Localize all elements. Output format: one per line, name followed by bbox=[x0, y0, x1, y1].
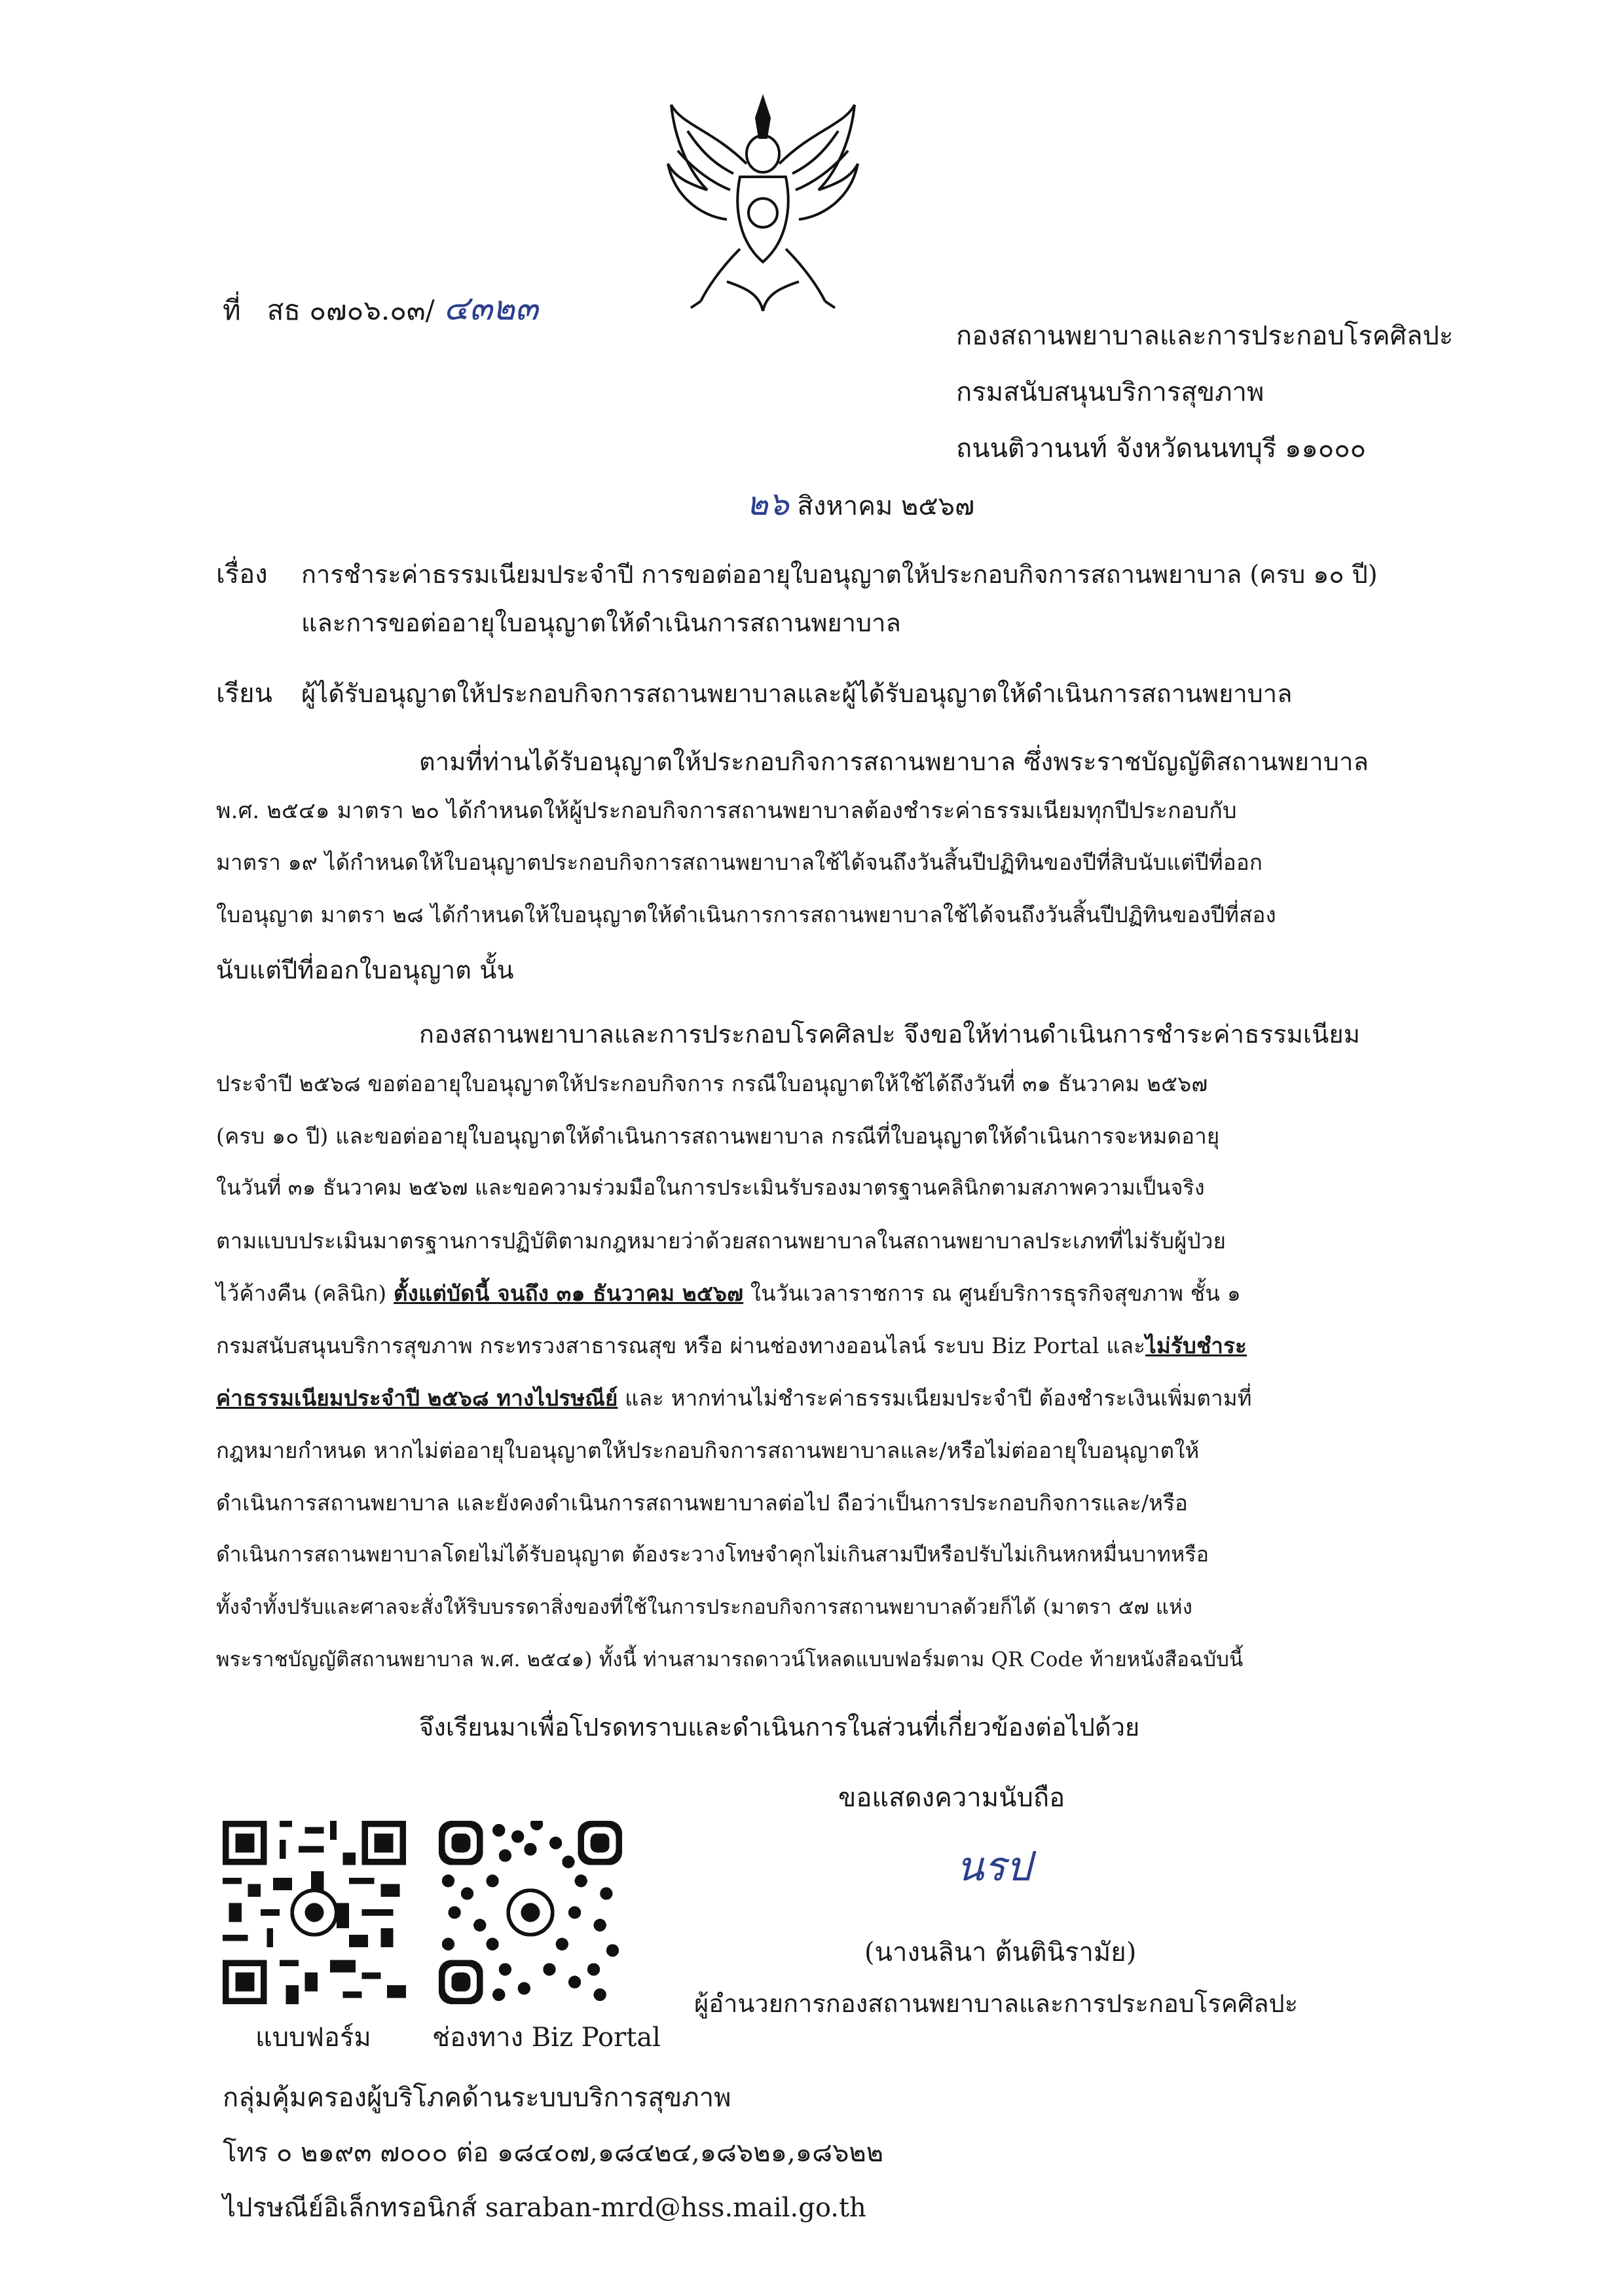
closing-line: จึงเรียนมาเพื่อโปรดทราบและดำเนินการในส่วนที่เกี่ยวข้องต่อไปด้วย bbox=[419, 1713, 1140, 1742]
biz-portal-qr-label: ช่องทาง Biz Portal bbox=[432, 2023, 661, 2053]
paragraph-line: กฎหมายกำหนด หากไม่ต่ออายุใบอนุญาตให้ประกอบกิจการสถานพยาบาลและ/หรือไม่ต่ออายุใบอนุญาตให้ bbox=[216, 1438, 1200, 1463]
form-qr-code[interactable] bbox=[223, 1821, 406, 2004]
org-line: กองสถานพยาบาลและการประกอบโรคศิลปะ bbox=[956, 321, 1454, 351]
signature: นรป bbox=[956, 1842, 1032, 1890]
signer-name: (นางนลินา ต้นตินิรามัย) bbox=[864, 1937, 1137, 1968]
reference-number bbox=[223, 288, 538, 331]
footer-phone: โทร ๐ ๒๑๙๓ ๗๐๐๐ ต่อ ๑๘๔๐๗,๑๘๔๒๔,๑๘๖๒๑,๑๘๖๒๒ bbox=[223, 2138, 884, 2168]
paragraph-line: ประจำปี ๒๕๖๘ ขอต่ออายุใบอนุญาตให้ประกอบกิจการ กรณีใบอนุญาตให้ใช้ได้ถึงวันที่ ๓๑ ธันวาคม ๒๕๖๗ bbox=[216, 1071, 1208, 1096]
org-line: ถนนติวานนท์ จังหวัดนนทบุรี ๑๑๐๐๐ bbox=[956, 434, 1367, 464]
paragraph-line bbox=[216, 1276, 1241, 1311]
paragraph-line: (ครบ ๑๐ ปี) และขอต่ออายุใบอนุญาตให้ดำเนินการสถานพยาบาล กรณีที่ใบอนุญาตให้ดำเนินการจะหมดอายุ bbox=[216, 1123, 1220, 1149]
text-run: ไว้ค้างคืน (คลินิก) bbox=[216, 1280, 394, 1306]
paragraph-line: ดำเนินการสถานพยาบาลโดยไม่ได้รับอนุญาต ต้องระวางโทษจำคุกไม่เกินสามปีหรือปรับไม่เกินหกหมื่นบาทหรือ bbox=[216, 1542, 1209, 1567]
paragraph-line: ตามที่ท่านได้รับอนุญาตให้ประกอบกิจการสถานพยาบาล ซึ่งพระราชบัญญัติสถานพยาบาล bbox=[419, 747, 1369, 776]
text-run: ในวันเวลาราชการ ณ ศูนย์บริการธุรกิจสุขภาพ ชั้น ๑ bbox=[743, 1280, 1242, 1306]
subject-line-1: การชำระค่าธรรมเนียมประจำปี การขอต่ออายุใบอนุญาตให้ประกอบกิจการสถานพยาบาล (ครบ ๑๐ ปี) bbox=[301, 560, 1378, 589]
signer-position: ผู้อำนวยการกองสถานพยาบาลและการประกอบโรคศิลปะ bbox=[694, 1989, 1299, 2018]
paragraph-line: มาตรา ๑๙ ได้กำหนดให้ใบอนุญาตประกอบกิจการสถานพยาบาลใช้ได้จนถึงวันสิ้นปีปฏิทินของปีที่สิบนับแต่ปีที่ออก bbox=[216, 849, 1263, 875]
date-day-handwritten: ๒๖ bbox=[747, 485, 789, 523]
garuda-emblem bbox=[661, 92, 864, 314]
text-run: และ หากท่านไม่ชำระค่าธรรมเนียมประจำปี ต้องชำระเงินเพิ่มตามที่ bbox=[618, 1385, 1252, 1411]
footer-email: ไปรษณีย์อิเล็กทรอนิกส์ saraban-mrd@hss.mail.go.th bbox=[223, 2193, 866, 2223]
no-mail-emphasis: ค่าธรรมเนียมประจำปี ๒๕๖๘ ทางไปรษณีย์ bbox=[216, 1385, 618, 1411]
paragraph-line: ใบอนุญาต มาตรา ๒๘ ได้กำหนดให้ใบอนุญาตให้ดำเนินการการสถานพยาบาลใช้ได้จนถึงวันสิ้นปีปฏิทินของปีที่สอง bbox=[216, 902, 1276, 927]
paragraph-line: ดำเนินการสถานพยาบาล และยังคงดำเนินการสถานพยาบาลต่อไป ถือว่าเป็นการประกอบกิจการและ/หรือ bbox=[216, 1490, 1189, 1516]
ref-label: ที่ bbox=[223, 294, 241, 326]
org-line: กรมสนับสนุนบริการสุขภาพ bbox=[956, 377, 1264, 407]
paragraph-line: กองสถานพยาบาลและการประกอบโรคศิลปะ จึงขอให้ท่านดำเนินการชำระค่าธรรมเนียม bbox=[419, 1020, 1361, 1049]
form-qr-label: แบบฟอร์ม bbox=[255, 2023, 371, 2053]
paragraph-line: ในวันที่ ๓๑ ธันวาคม ๒๕๖๗ และขอความร่วมมือในการประเมินรับรองมาตรฐานคลินิกตามสภาพความเป็นจริง bbox=[216, 1175, 1205, 1200]
paragraph-line: พระราชบัญญัติสถานพยาบาล พ.ศ. ๒๕๔๑) ทั้งนี้ ท่านสามารถดาวน์โหลดแบบฟอร์มตาม QR Code ท้ายหนังสือฉบับนี้ bbox=[216, 1648, 1244, 1671]
ref-number: สธ ๐๗๐๖.๐๓/ bbox=[267, 294, 435, 326]
organization-address bbox=[956, 308, 1453, 477]
letter-date bbox=[747, 483, 974, 527]
subject-label: เรื่อง bbox=[216, 559, 268, 589]
date-month-year: สิงหาคม ๒๕๖๗ bbox=[797, 491, 975, 521]
footer-unit: กลุ่มคุ้มครองผู้บริโภคด้านระบบบริการสุขภาพ bbox=[223, 2083, 731, 2113]
paragraph-line bbox=[216, 1381, 1252, 1415]
text-run: กรมสนับสนุนบริการสุขภาพ กระทรวงสาธารณสุข หรือ ผ่านช่องทางออนไลน์ ระบบ Biz Portal และ bbox=[216, 1333, 1146, 1358]
paragraph-line: ตามแบบประเมินมาตรฐานการปฏิบัติตามกฎหมายว่าด้วยสถานพยาบาลในสถานพยาบาลประเภทที่ไม่รับผู้ป่วย bbox=[216, 1228, 1227, 1254]
to-text: ผู้ได้รับอนุญาตให้ประกอบกิจการสถานพยาบาลและผู้ได้รับอนุญาตให้ดำเนินการสถานพยาบาล bbox=[301, 679, 1293, 708]
no-mail-emphasis: ไม่รับชำระ bbox=[1145, 1333, 1247, 1358]
subject-line-2: และการขอต่ออายุใบอนุญาตให้ดำเนินการสถานพยาบาล bbox=[301, 608, 901, 637]
paragraph-line: นับแต่ปีที่ออกใบอนุญาต นั้น bbox=[216, 956, 514, 984]
to-label: เรียน bbox=[216, 679, 272, 709]
ref-handwritten: ๔๓๒๓ bbox=[443, 289, 538, 328]
paragraph-line: ทั้งจำทั้งปรับและศาลจะสั่งให้ริบบรรดาสิ่งของที่ใช้ในการประกอบกิจการสถานพยาบาลด้วยก็ได้ (มาตรา ๕๗ แห่ง bbox=[216, 1595, 1193, 1619]
regards: ขอแสดงความนับถือ bbox=[838, 1783, 1065, 1813]
paragraph-line: พ.ศ. ๒๕๔๑ มาตรา ๒๐ ได้กำหนดให้ผู้ประกอบกิจการสถานพยาบาลต้องชำระค่าธรรมเนียมทุกปีประกอบกับ bbox=[216, 798, 1237, 824]
paragraph-line bbox=[216, 1328, 1247, 1363]
biz-portal-qr-code[interactable] bbox=[439, 1821, 622, 2004]
deadline-emphasis: ตั้งแต่บัดนี้ จนถึง ๓๑ ธันวาคม ๒๕๖๗ bbox=[394, 1280, 744, 1306]
